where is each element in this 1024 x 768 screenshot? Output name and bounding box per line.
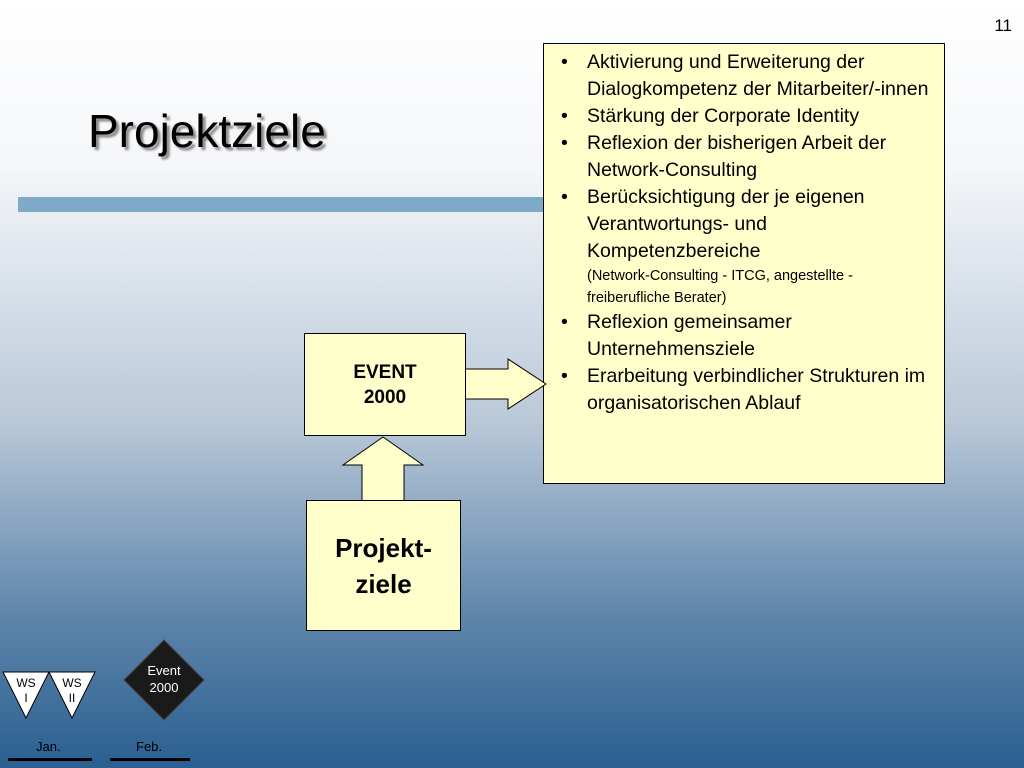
event-box-line2: 2000 <box>363 386 407 408</box>
projektziele-box <box>306 500 461 631</box>
workshop-1-label-line2: I <box>24 691 28 705</box>
goal-text: Reflexion gemeinsamer Unternehmensziele <box>587 311 792 360</box>
goal-item <box>557 103 934 130</box>
goal-note: (Network-Consulting - ITCG, angestellte - freiberufliche Berater) <box>587 268 853 306</box>
month-label-feb: Feb. <box>136 739 163 754</box>
right-arrow-icon <box>464 358 548 412</box>
projekt-box-line1: Projekt- <box>335 532 432 563</box>
goal-item <box>557 363 934 417</box>
up-arrow-icon <box>340 436 426 502</box>
goal-text: Reflexion der bisherigen Arbeit der Network-Consulting <box>587 132 887 181</box>
event-2000-box <box>304 333 466 436</box>
goal-text: Aktivierung und Erweiterung der Dialogkompetenz der Mitarbeiter/-innen <box>587 51 929 100</box>
goal-text: Berücksichtigung der je eigenen Verantwortungs- und Kompetenzbereiche <box>587 186 865 262</box>
goal-text: Erarbeitung verbindlicher Strukturen im organisatorischen Ablauf <box>587 365 926 414</box>
goal-item <box>557 49 934 103</box>
slide-title: Projektziele <box>88 105 326 157</box>
slide-number: 11 <box>994 16 1012 35</box>
goals-list <box>557 49 934 417</box>
workshop-2-label-line2: II <box>68 691 76 705</box>
timeline-line-jan <box>8 758 92 761</box>
workshop-2-label-line1: WS <box>62 676 82 690</box>
goal-item <box>557 309 934 363</box>
event-diamond-label-line2: 2000 <box>149 680 179 695</box>
goal-item <box>557 184 934 309</box>
workshop-2-label <box>49 676 95 706</box>
event-diamond-label <box>123 662 205 696</box>
projekt-box-line2: ziele <box>355 568 412 599</box>
goal-item <box>557 130 934 184</box>
goals-list-box <box>543 43 945 484</box>
month-label-jan: Jan. <box>36 739 61 754</box>
event-box-line1: EVENT <box>353 361 417 383</box>
workshop-1-label-line1: WS <box>16 676 36 690</box>
title-underline-bar <box>18 197 548 212</box>
workshop-1-label <box>3 676 49 706</box>
timeline-line-feb <box>110 758 190 761</box>
event-diamond-label-line1: Event <box>147 663 181 678</box>
goal-text: Stärkung der Corporate Identity <box>587 105 860 127</box>
